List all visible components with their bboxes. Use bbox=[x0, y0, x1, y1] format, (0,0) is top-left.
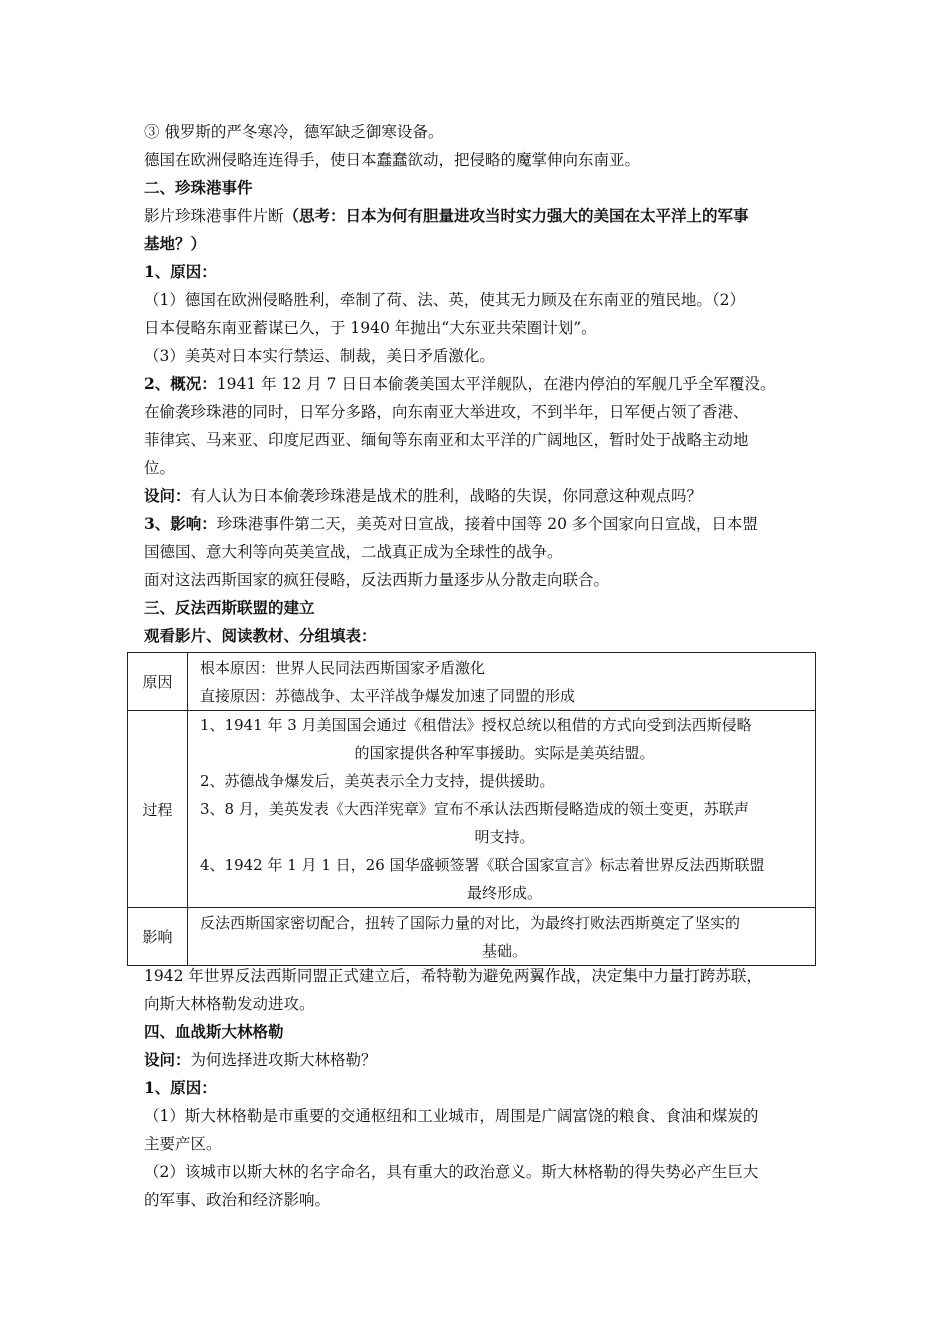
alliance-table bbox=[127, 652, 816, 966]
table-row bbox=[128, 653, 816, 711]
cell bbox=[188, 653, 816, 711]
label: 设问： bbox=[144, 486, 191, 505]
cell-line: 基础。 bbox=[481, 941, 527, 960]
film-prefix: 影片珍珠港事件片断 bbox=[144, 207, 284, 225]
paragraph: 位。 bbox=[144, 459, 176, 477]
paragraph bbox=[144, 510, 814, 538]
text: 有人认为日本偷袭珍珠港是战术的胜利，战略的失误，你同意这种观点吗？ bbox=[190, 487, 703, 505]
paragraph: 菲律宾、马来亚、印度尼西亚、缅甸等东南亚和太平洋的广阔地区，暂时处于战略主动地 bbox=[144, 431, 749, 449]
section-heading: 三、反法西斯联盟的建立 bbox=[144, 598, 315, 617]
cell bbox=[188, 908, 816, 966]
section-heading: 四、血战斯大林格勒 bbox=[144, 1022, 284, 1041]
paragraph: （1）德国在欧洲侵略胜利，牵制了荷、法、英，使其无力顾及在东南亚的殖民地。（2） bbox=[144, 291, 745, 309]
cell-line: 反法西斯国家密切配合，扭转了国际力量的对比，为最终打败法西斯奠定了坚实的 bbox=[200, 913, 741, 932]
paragraph: （1）斯大林格勒是市重要的交通枢纽和工业城市，周围是广阔富饶的粮食、食油和煤炭的 bbox=[144, 1107, 759, 1125]
cell-line: 根本原因：世界人民同法西斯国家矛盾激化 bbox=[200, 658, 486, 677]
paragraph bbox=[144, 202, 814, 230]
paragraph: （3）美英对日本实行禁运、制裁，美日矛盾激化。 bbox=[144, 347, 495, 365]
paragraph: 的军事、政治和经济影响。 bbox=[144, 1191, 331, 1209]
think-question-cont: 基地？） bbox=[144, 234, 207, 253]
paragraph bbox=[144, 370, 814, 398]
paragraph: ③ 俄罗斯的严冬寒冷，德军缺乏御寒设备。 bbox=[144, 123, 444, 141]
think-question: （思考：日本为何有胆量进攻当时实力强大的美国在太平洋上的军事 bbox=[283, 206, 749, 225]
row-label: 影响 bbox=[128, 908, 188, 966]
row-label: 原因 bbox=[128, 653, 188, 711]
paragraph: 向斯大林格勒发动进攻。 bbox=[144, 995, 315, 1013]
paragraph bbox=[144, 1046, 814, 1074]
paragraph: （2）该城市以斯大林的名字命名，具有重大的政治意义。斯大林格勒的得失势必产生巨大 bbox=[144, 1163, 759, 1181]
text: 为何选择进攻斯大林格勒？ bbox=[190, 1051, 377, 1069]
cell-line: 的国家提供各种军事援助。实际是美英结盟。 bbox=[354, 744, 655, 762]
label: 设问： bbox=[144, 1050, 191, 1069]
text: 珍珠港事件第二天，美英对日宣战，接着中国等 20 多个国家向日宣战，日本盟 bbox=[216, 515, 758, 533]
paragraph: 1942 年世界反法西斯同盟正式建立后，希特勒为避免两翼作战，决定集中力量打跨苏联， bbox=[144, 967, 762, 985]
cell-line: 1、1941 年 3 月美国国会通过《租借法》授权总统以租借的方式向受到法西斯侵略 bbox=[200, 716, 752, 734]
row-label: 过程 bbox=[128, 711, 188, 908]
cell-line: 3、8 月，美英发表《大西洋宪章》宣布不承认法西斯侵略造成的领土变更，苏联声 bbox=[200, 800, 749, 818]
cell-line: 明支持。 bbox=[474, 828, 535, 846]
paragraph bbox=[144, 482, 814, 510]
paragraph: 德国在欧洲侵略连连得手，使日本蠢蠢欲动，把侵略的魔掌伸向东南亚。 bbox=[144, 151, 641, 169]
table-row bbox=[128, 711, 816, 908]
cell bbox=[188, 711, 816, 908]
cell-line: 直接原因：苏德战争、太平洋战争爆发加速了同盟的形成 bbox=[200, 686, 576, 705]
text: 1941 年 12 月 7 日日本偷袭美国太平洋舰队，在港内停泊的军舰几乎全军覆没。 bbox=[216, 375, 776, 393]
cell-line: 最终形成。 bbox=[466, 884, 542, 902]
section-heading: 二、珍珠港事件 bbox=[144, 178, 253, 197]
instruction: 观看影片、阅读教材、分组填表： bbox=[144, 626, 377, 645]
paragraph: 国德国、意大利等向英美宣战，二战真正成为全球性的战争。 bbox=[144, 543, 563, 561]
subheading: 1、原因： bbox=[144, 1078, 217, 1097]
label: 3、影响： bbox=[144, 514, 217, 533]
paragraph: 日本侵略东南亚蓄谋已久，于 1940 年抛出“大东亚共荣圈计划”。 bbox=[144, 319, 597, 337]
paragraph: 面对这法西斯国家的疯狂侵略，反法西斯力量逐步从分散走向联合。 bbox=[144, 571, 610, 589]
cell-line: 2、苏德战争爆发后，美英表示全力支持，提供援助。 bbox=[200, 772, 555, 790]
subheading: 1、原因： bbox=[144, 262, 217, 281]
label: 2、概况： bbox=[144, 374, 217, 393]
paragraph: 在偷袭珍珠港的同时，日军分多路，向东南亚大举进攻，不到半年，日军便占领了香港、 bbox=[144, 403, 749, 421]
table-row bbox=[128, 908, 816, 966]
cell-line: 4、1942 年 1 月 1 日，26 国华盛顿签署《联合国家宣言》标志着世界反法西斯联盟 bbox=[200, 856, 765, 874]
paragraph: 主要产区。 bbox=[144, 1135, 222, 1153]
